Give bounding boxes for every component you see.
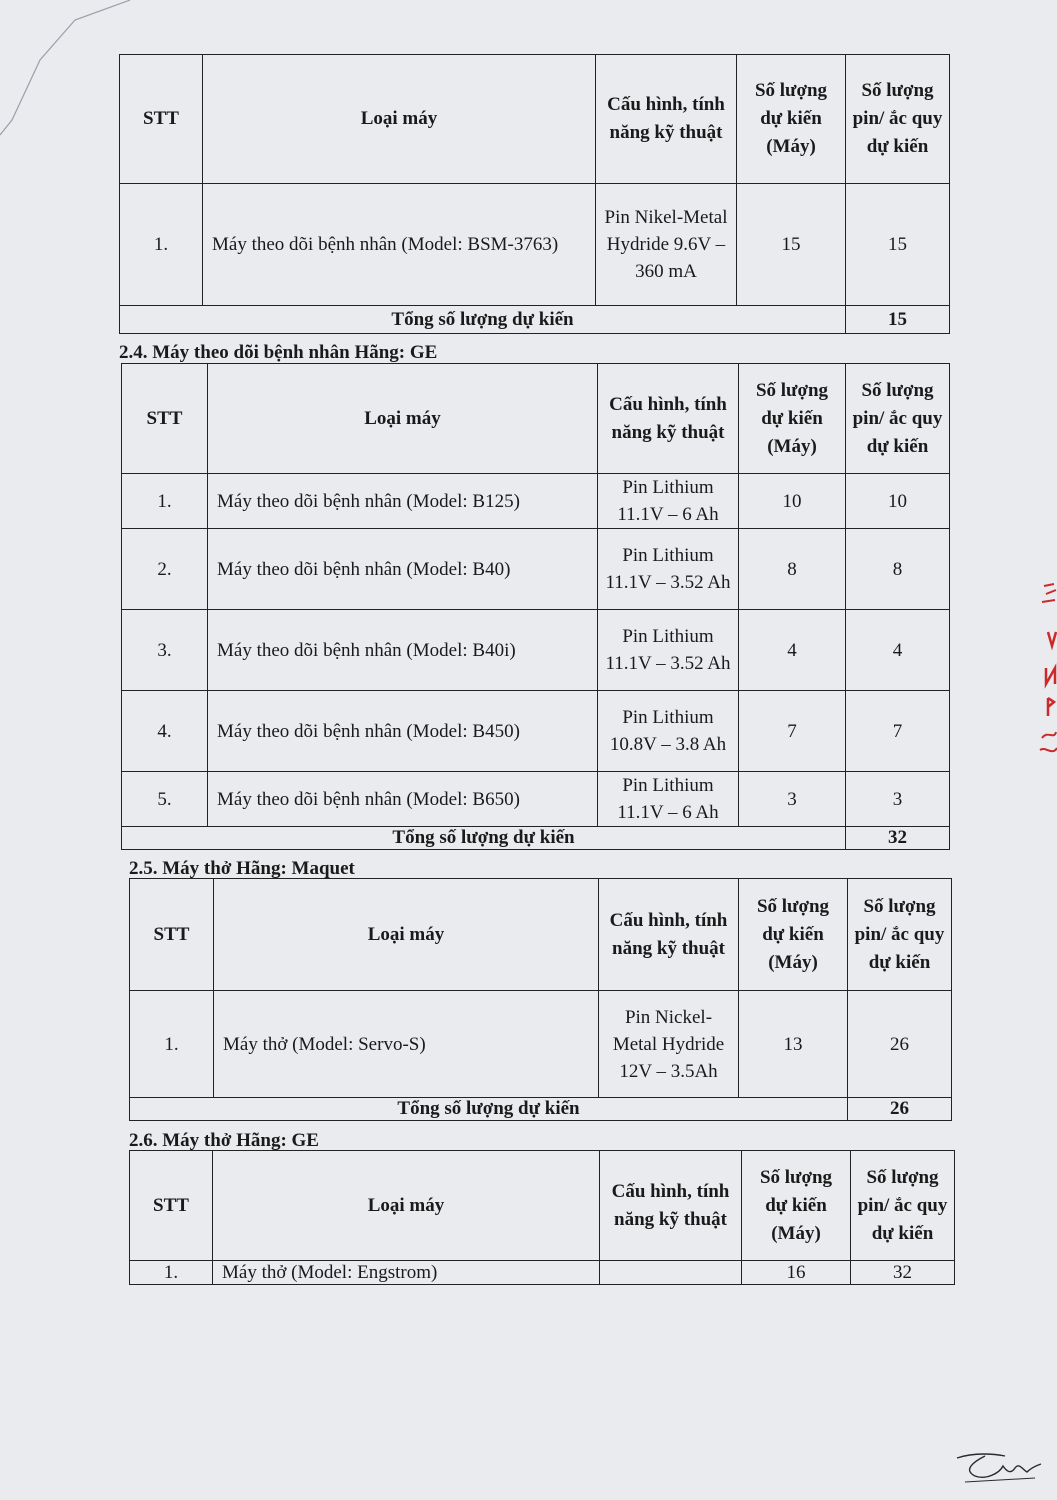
cell-qty: 7 <box>739 691 846 772</box>
section-title-2-6: 2.6. Máy thở Hãng: GE <box>129 1130 319 1151</box>
total-row <box>122 827 950 850</box>
total-row <box>130 1098 952 1121</box>
table-row <box>122 474 950 529</box>
cell-battery: 7 <box>846 691 950 772</box>
table-continuation-block <box>119 54 950 334</box>
section-2-6-block <box>129 1150 955 1285</box>
section-title-2-5: 2.5. Máy thở Hãng: Maquet <box>129 858 355 879</box>
cell-qty: 10 <box>739 474 846 529</box>
cell-battery: 8 <box>846 529 950 610</box>
table-row <box>130 1261 955 1285</box>
cell-spec: Pin Lithium 11.1V – 3.52 Ah <box>598 610 739 691</box>
section-2-5-block <box>129 878 952 1121</box>
header-stt: STT <box>120 55 203 184</box>
cell-name: Máy thở (Model: Servo-S) <box>214 991 599 1098</box>
header-stt: STT <box>130 1151 213 1261</box>
header-stt: STT <box>122 364 208 474</box>
header-loai-may: Loại máy <box>213 1151 600 1261</box>
table-row <box>122 529 950 610</box>
table-row <box>122 772 950 827</box>
battery-table-maquet <box>129 878 952 1121</box>
header-loai-may: Loại máy <box>214 879 599 991</box>
cell-stt: 5. <box>122 772 208 827</box>
cell-name: Máy theo dõi bệnh nhân (Model: B650) <box>208 772 598 827</box>
cell-battery: 3 <box>846 772 950 827</box>
cell-name: Máy theo dõi bệnh nhân (Model: B450) <box>208 691 598 772</box>
cell-name: Máy theo dõi bệnh nhân (Model: B40) <box>208 529 598 610</box>
stamp-fragment <box>1036 580 1057 770</box>
header-so-luong-pin: Số lượng pin/ ắc quy dự kiến <box>848 879 952 991</box>
battery-table-ge-monitor <box>121 363 950 850</box>
cell-stt: 3. <box>122 610 208 691</box>
cell-battery: 10 <box>846 474 950 529</box>
cell-qty: 3 <box>739 772 846 827</box>
header-cau-hinh: Cấu hình, tính năng kỹ thuật <box>596 55 737 184</box>
header-cau-hinh: Cấu hình, tính năng kỹ thuật <box>600 1151 742 1261</box>
header-so-luong-may: Số lượng dự kiến (Máy) <box>742 1151 851 1261</box>
battery-table-bsm <box>119 54 950 334</box>
table-header-row <box>130 1151 955 1261</box>
stamp-icon <box>1036 580 1057 770</box>
cell-qty: 4 <box>739 610 846 691</box>
cell-name: Máy theo dõi bệnh nhân (Model: B40i) <box>208 610 598 691</box>
table-row <box>122 691 950 772</box>
total-value: 15 <box>846 306 950 334</box>
table-header-row <box>120 55 950 184</box>
cell-spec: Pin Lithium 11.1V – 3.52 Ah <box>598 529 739 610</box>
header-stt: STT <box>130 879 214 991</box>
total-label: Tổng số lượng dự kiến <box>130 1098 848 1121</box>
cell-spec: Pin Lithium 10.8V – 3.8 Ah <box>598 691 739 772</box>
signature-icon <box>955 1448 1045 1488</box>
section-title-2-4: 2.4. Máy theo dõi bệnh nhân Hãng: GE <box>119 342 438 363</box>
table-header-row <box>130 879 952 991</box>
cell-battery: 4 <box>846 610 950 691</box>
cell-stt: 1. <box>130 991 214 1098</box>
cell-spec: Pin Nikel-Metal Hydride 9.6V – 360 mA <box>596 184 737 306</box>
section-2-4-block <box>121 363 950 850</box>
cell-spec: Pin Lithium 11.1V – 6 Ah <box>598 474 739 529</box>
header-loai-may: Loại máy <box>208 364 598 474</box>
cell-qty: 16 <box>742 1261 851 1285</box>
cell-stt: 1. <box>130 1261 213 1285</box>
cell-battery: 15 <box>846 184 950 306</box>
cell-battery: 32 <box>851 1261 955 1285</box>
total-label: Tổng số lượng dự kiến <box>122 827 846 850</box>
header-so-luong-pin: Số lượng pin/ ắc quy dự kiến <box>846 55 950 184</box>
cell-spec: Pin Lithium 11.1V – 6 Ah <box>598 772 739 827</box>
table-row <box>120 184 950 306</box>
total-label: Tổng số lượng dự kiến <box>120 306 846 334</box>
cell-stt: 4. <box>122 691 208 772</box>
cell-stt: 2. <box>122 529 208 610</box>
cell-name: Máy theo dõi bệnh nhân (Model: B125) <box>208 474 598 529</box>
cell-stt: 1. <box>120 184 203 306</box>
cell-qty: 8 <box>739 529 846 610</box>
cell-spec <box>600 1261 742 1285</box>
cell-spec: Pin Nickel-Metal Hydride 12V – 3.5Ah <box>599 991 739 1098</box>
total-value: 26 <box>848 1098 952 1121</box>
table-row <box>130 991 952 1098</box>
header-so-luong-pin: Số lượng pin/ ắc quy dự kiến <box>846 364 950 474</box>
header-cau-hinh: Cấu hình, tính năng kỹ thuật <box>598 364 739 474</box>
table-header-row <box>122 364 950 474</box>
cell-qty: 15 <box>737 184 846 306</box>
cell-stt: 1. <box>122 474 208 529</box>
page-fold-shadow <box>0 0 140 150</box>
header-so-luong-pin: Số lượng pin/ ắc quy dự kiến <box>851 1151 955 1261</box>
cell-name: Máy thở (Model: Engstrom) <box>213 1261 600 1285</box>
cell-name: Máy theo dõi bệnh nhân (Model: BSM-3763) <box>203 184 596 306</box>
cell-battery: 26 <box>848 991 952 1098</box>
total-value: 32 <box>846 827 950 850</box>
header-so-luong-may: Số lượng dự kiến (Máy) <box>737 55 846 184</box>
header-cau-hinh: Cấu hình, tính năng kỹ thuật <box>599 879 739 991</box>
table-row <box>122 610 950 691</box>
header-so-luong-may: Số lượng dự kiến (Máy) <box>739 364 846 474</box>
total-row <box>120 306 950 334</box>
header-loai-may: Loại máy <box>203 55 596 184</box>
header-so-luong-may: Số lượng dự kiến (Máy) <box>739 879 848 991</box>
cell-qty: 13 <box>739 991 848 1098</box>
battery-table-ge-ventilator <box>129 1150 955 1285</box>
